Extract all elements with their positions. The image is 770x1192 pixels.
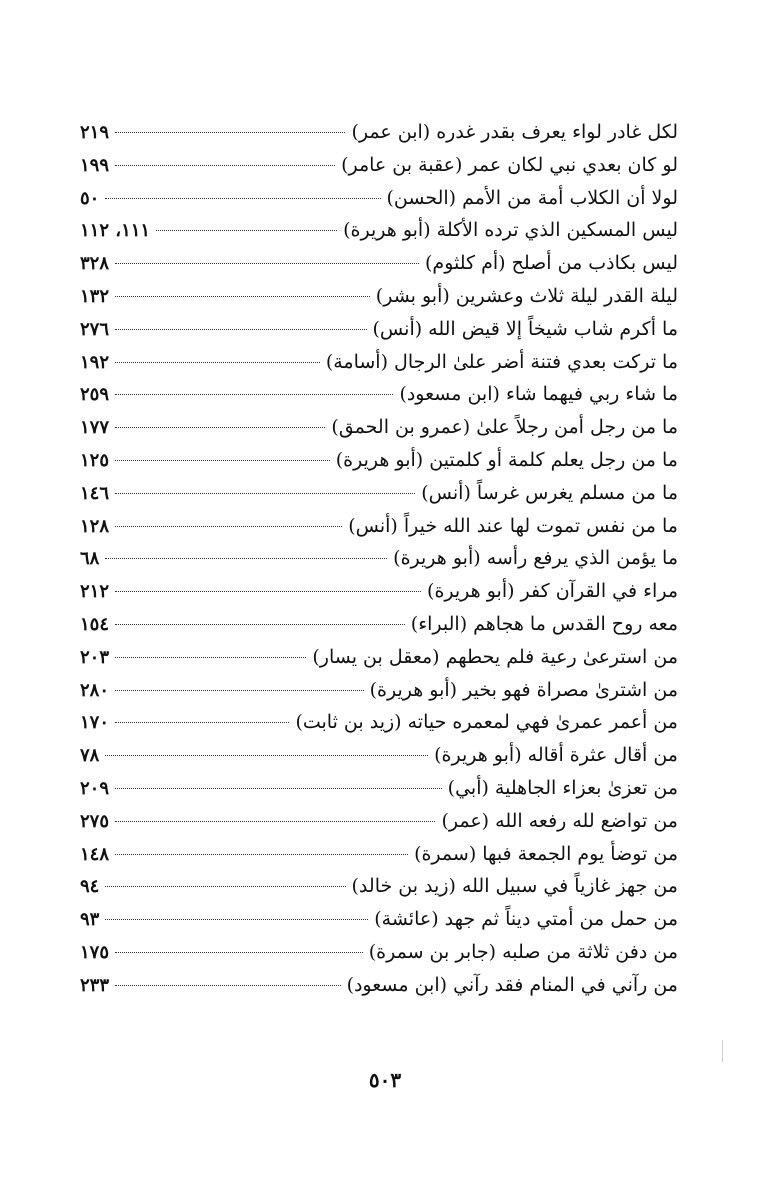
entry-page-reference: ١١١، ١١٢ <box>80 220 151 242</box>
entry-text: من تواضع لله رفعه الله (عمر) <box>441 809 678 832</box>
index-entry <box>80 969 678 1002</box>
entry-text: من رآني في المنام فقد رآني (ابن مسعود) <box>346 973 678 996</box>
index-entry <box>80 411 678 444</box>
entry-page-reference: ١٧٧ <box>80 417 110 439</box>
entry-text: من استرعىٰ رعية فلم يحطهم (معقل بن يسار) <box>312 645 678 668</box>
entry-page-reference: ٢١٢ <box>80 581 110 603</box>
dot-leader <box>115 657 306 658</box>
entry-text: ما من رجل أمن رجلاً علىٰ (عمرو بن الحمق) <box>331 416 678 439</box>
entry-text: ما شاء ربي فيهما شاء (ابن مسعود) <box>399 383 678 406</box>
dot-leader <box>105 886 345 887</box>
entry-page-reference: ٢٥٩ <box>80 384 110 406</box>
dot-leader <box>105 755 428 756</box>
dot-leader <box>115 362 320 363</box>
dot-leader <box>115 985 341 986</box>
entry-text: لو كان بعدي نبي لكان عمر (عقبة بن عامر) <box>341 153 678 176</box>
entry-page-reference: ٢٠٩ <box>80 777 110 799</box>
index-entry <box>80 870 678 903</box>
dot-leader <box>115 624 405 625</box>
hadith-index-list <box>80 116 678 1002</box>
entry-page-reference: ٥٠ <box>80 187 100 209</box>
entry-text: من دفن ثلاثة من صلبه (جابر بن سمرة) <box>368 940 678 963</box>
index-entry <box>80 444 678 477</box>
index-entry <box>80 214 678 247</box>
dot-leader <box>115 394 393 395</box>
entry-page-reference: ١٧٥ <box>80 941 110 963</box>
entry-text: ما من نفس تموت لها عند الله خيراً (أنس) <box>348 514 678 537</box>
index-entry <box>80 378 678 411</box>
entry-page-reference: ١٧٠ <box>80 712 110 734</box>
margin-mark <box>722 1040 723 1062</box>
entry-page-reference: ١٢٥ <box>80 449 110 471</box>
index-entry <box>80 149 678 182</box>
index-entry <box>80 510 678 543</box>
entry-page-reference: ١٥٤ <box>80 613 110 635</box>
entry-text: من أعمر عمرىٰ فهي لمعمره حياته (زيد بن ثابت) <box>295 711 678 734</box>
entry-text: معه روح القدس ما هجاهم (البراء) <box>410 612 678 635</box>
entry-text: من جهز غازياً في سبيل الله (زيد بن خالد) <box>351 875 678 898</box>
entry-text: ما يؤمن الذي يرفع رأسه (أبو هريرة) <box>393 547 678 570</box>
index-entry <box>80 346 678 379</box>
entry-text: ما من مسلم يغرس غرساً (أنس) <box>421 481 678 504</box>
page-number: ٥٠٣ <box>368 1068 402 1092</box>
dot-leader <box>115 526 342 527</box>
index-entry <box>80 739 678 772</box>
entry-text: ليس بكاذب من أصلح (أم كلثوم) <box>425 252 678 275</box>
index-entry <box>80 182 678 215</box>
entry-page-reference: ٩٤ <box>80 876 100 898</box>
dot-leader <box>115 165 335 166</box>
dot-leader <box>105 558 387 559</box>
index-entry <box>80 838 678 871</box>
index-entry <box>80 641 678 674</box>
index-entry <box>80 477 678 510</box>
index-entry <box>80 674 678 707</box>
entry-page-reference: ١٤٨ <box>80 843 110 865</box>
entry-text: لكل غادر لواء يعرف بقدر غدره (ابن عمر) <box>351 121 678 143</box>
index-entry <box>80 542 678 575</box>
dot-leader <box>115 493 415 494</box>
dot-leader <box>115 132 345 133</box>
entry-text: من حمل من أمتي ديناً ثم جهد (عائشة) <box>374 908 678 931</box>
dot-leader <box>115 296 370 297</box>
entry-page-reference: ٢٧٥ <box>80 810 110 832</box>
entry-page-reference: ٢٨٠ <box>80 679 110 701</box>
entry-page-reference: ٩٣ <box>80 909 100 931</box>
entry-page-reference: ١٩٢ <box>80 351 110 373</box>
dot-leader <box>115 722 289 723</box>
index-entry <box>80 608 678 641</box>
entry-page-reference: ١٩٩ <box>80 154 110 176</box>
entry-page-reference: ١٢٨ <box>80 515 110 537</box>
index-entry <box>80 575 678 608</box>
entry-text: مراء في القرآن كفر (أبو هريرة) <box>427 580 678 603</box>
entry-text: من توضأ يوم الجمعة فبها (سمرة) <box>414 842 678 865</box>
entry-text: ما أكرم شاب شيخاً إلا قيض الله (أنس) <box>372 317 678 340</box>
index-entry <box>80 116 678 149</box>
entry-page-reference: ١٤٦ <box>80 482 110 504</box>
entry-page-reference: ١٣٢ <box>80 285 110 307</box>
index-entry <box>80 280 678 313</box>
dot-leader <box>115 821 435 822</box>
dot-leader <box>115 427 325 428</box>
entry-page-reference: ٢٣٣ <box>80 974 110 996</box>
dot-leader <box>105 919 368 920</box>
index-entry <box>80 936 678 969</box>
dot-leader <box>115 690 364 691</box>
index-entry <box>80 313 678 346</box>
entry-page-reference: ٢١٩ <box>80 122 110 143</box>
index-entry <box>80 706 678 739</box>
entry-text: لولا أن الكلاب أمة من الأمم (الحسن) <box>386 186 678 209</box>
index-entry <box>80 772 678 805</box>
dot-leader <box>115 591 421 592</box>
entry-text: من اشترىٰ مصراة فهو بخير (أبو هريرة) <box>369 678 678 701</box>
index-entry <box>80 247 678 280</box>
dot-leader <box>115 329 367 330</box>
dot-leader <box>156 230 337 231</box>
entry-page-reference: ٢٠٣ <box>80 646 110 668</box>
entry-text: ليس المسكين الذي ترده الأكلة (أبو هريرة) <box>343 219 678 242</box>
dot-leader <box>115 263 419 264</box>
entry-text: ليلة القدر ليلة ثلاث وعشرين (أبو بشر) <box>375 284 678 307</box>
entry-text: ما تركت بعدي فتنة أضر علىٰ الرجال (أسامة) <box>325 350 678 373</box>
index-entry <box>80 903 678 936</box>
entry-text: ما من رجل يعلم كلمة أو كلمتين (أبو هريرة) <box>335 448 678 471</box>
dot-leader <box>115 952 363 953</box>
dot-leader <box>115 460 330 461</box>
dot-leader <box>115 854 408 855</box>
dot-leader <box>105 198 380 199</box>
entry-text: من أقال عثرة أقاله (أبو هريرة) <box>434 744 678 767</box>
dot-leader <box>115 788 442 789</box>
entry-page-reference: ٢٧٦ <box>80 318 110 340</box>
entry-page-reference: ٧٨ <box>80 745 100 767</box>
entry-page-reference: ٦٨ <box>80 548 100 570</box>
entry-text: من تعزىٰ بعزاء الجاهلية (أبي) <box>447 776 678 799</box>
entry-page-reference: ٣٢٨ <box>80 253 110 275</box>
index-entry <box>80 805 678 838</box>
